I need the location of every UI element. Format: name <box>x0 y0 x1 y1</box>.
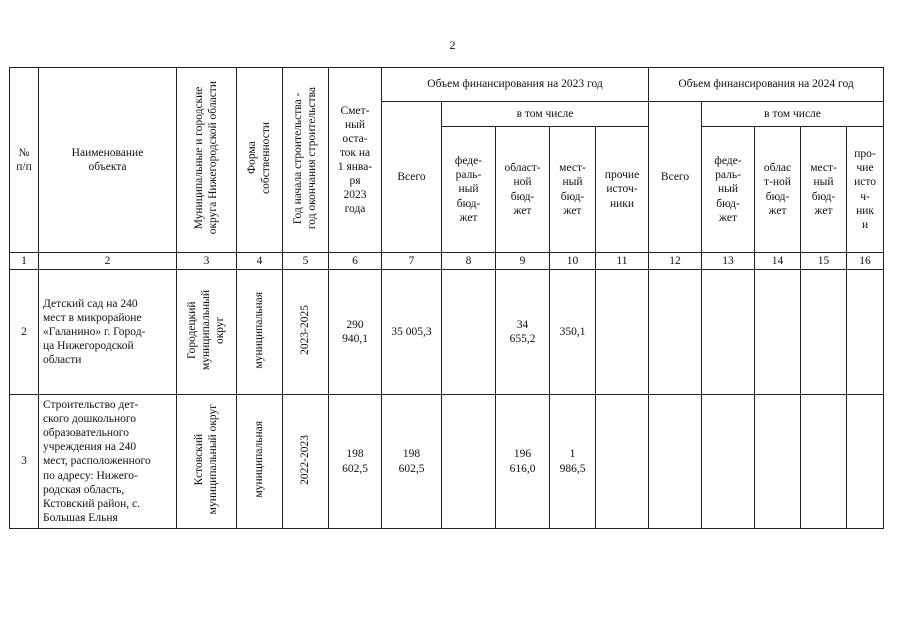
federal-2024 <box>702 270 755 395</box>
column-number: 5 <box>283 253 329 270</box>
regional-2023: 34 655,2 <box>496 270 550 395</box>
header-including-2024: в том числе <box>702 102 884 127</box>
header-number: № п/п <box>10 68 39 253</box>
column-number: 4 <box>237 253 283 270</box>
municipality: Городецкий муниципальный округ <box>177 270 237 395</box>
table-row <box>10 395 884 529</box>
column-number: 11 <box>596 253 649 270</box>
column-number: 14 <box>755 253 801 270</box>
table-row <box>10 270 884 395</box>
local-2024 <box>801 270 847 395</box>
regional-2024 <box>755 395 801 529</box>
column-number: 10 <box>550 253 596 270</box>
header-years: Год начала строительства - год окончания строительства <box>283 68 329 253</box>
estimated-remainder: 198 602,5 <box>329 395 382 529</box>
total-2023: 35 005,3 <box>382 270 442 395</box>
header-total-2024: Всего <box>649 102 702 253</box>
column-number: 13 <box>702 253 755 270</box>
federal-2023 <box>442 395 496 529</box>
total-2024 <box>649 395 702 529</box>
column-number-row <box>10 253 884 270</box>
header-federal-2024: феде- раль- ный бюд- жет <box>702 127 755 253</box>
local-2024 <box>801 395 847 529</box>
regional-2023: 196 616,0 <box>496 395 550 529</box>
row-number: 2 <box>10 270 39 395</box>
row-number: 3 <box>10 395 39 529</box>
header-financing-2023: Объем финансирования на 2023 год <box>382 68 649 102</box>
column-number: 3 <box>177 253 237 270</box>
header-federal-2023: феде- раль- ный бюд- жет <box>442 127 496 253</box>
header-other-2023: прочие источ- ники <box>596 127 649 253</box>
header-municipality: Муниципальные и городские округа Нижегородской области <box>177 68 237 253</box>
column-number: 9 <box>496 253 550 270</box>
total-2023: 198 602,5 <box>382 395 442 529</box>
header-ownership: Форма собственности <box>237 68 283 253</box>
column-number: 1 <box>10 253 39 270</box>
total-2024 <box>649 270 702 395</box>
page-number: 2 <box>449 38 456 52</box>
municipality: Кстовский муниципальный округ <box>177 395 237 529</box>
other-2023 <box>596 395 649 529</box>
column-number: 6 <box>329 253 382 270</box>
column-number: 15 <box>801 253 847 270</box>
column-number: 7 <box>382 253 442 270</box>
header-local-2024: мест- ный бюд- жет <box>801 127 847 253</box>
header-total-2023: Всего <box>382 102 442 253</box>
construction-years: 2023-2025 <box>283 270 329 395</box>
object-name: Строительство дет- ского дошкольного образовательного учреждения на 240 мест, расположенного по адресу: Нижего- родская область, Кстовский район, с. Большая Ельня <box>39 395 177 529</box>
regional-2024 <box>755 270 801 395</box>
construction-years: 2022-2023 <box>283 395 329 529</box>
header-regional-2024: облас т-ной бюд- жет <box>755 127 801 253</box>
header-local-2023: мест- ный бюд- жет <box>550 127 596 253</box>
financing-table <box>9 67 884 529</box>
column-number: 8 <box>442 253 496 270</box>
column-number: 2 <box>39 253 177 270</box>
object-name: Детский сад на 240 мест в микрорайоне «Галанино» г. Город- ца Нижегородской области <box>39 270 177 395</box>
header-regional-2023: област- ной бюд- жет <box>496 127 550 253</box>
ownership: муниципальная <box>237 395 283 529</box>
estimated-remainder: 290 940,1 <box>329 270 382 395</box>
other-2023 <box>596 270 649 395</box>
header-other-2024: про- чие исто ч- ник и <box>847 127 884 253</box>
column-number: 12 <box>649 253 702 270</box>
header-object-name: Наименование объекта <box>39 68 177 253</box>
other-2024 <box>847 270 884 395</box>
other-2024 <box>847 395 884 529</box>
ownership: муниципальная <box>237 270 283 395</box>
federal-2023 <box>442 270 496 395</box>
federal-2024 <box>702 395 755 529</box>
header-financing-2024: Объем финансирования на 2024 год <box>649 68 884 102</box>
local-2023: 350,1 <box>550 270 596 395</box>
column-number: 16 <box>847 253 884 270</box>
local-2023: 1 986,5 <box>550 395 596 529</box>
header-estimated-remainder: Смет- ный оста- ток на 1 янва- ря 2023 года <box>329 68 382 253</box>
header-including-2023: в том числе <box>442 102 649 127</box>
